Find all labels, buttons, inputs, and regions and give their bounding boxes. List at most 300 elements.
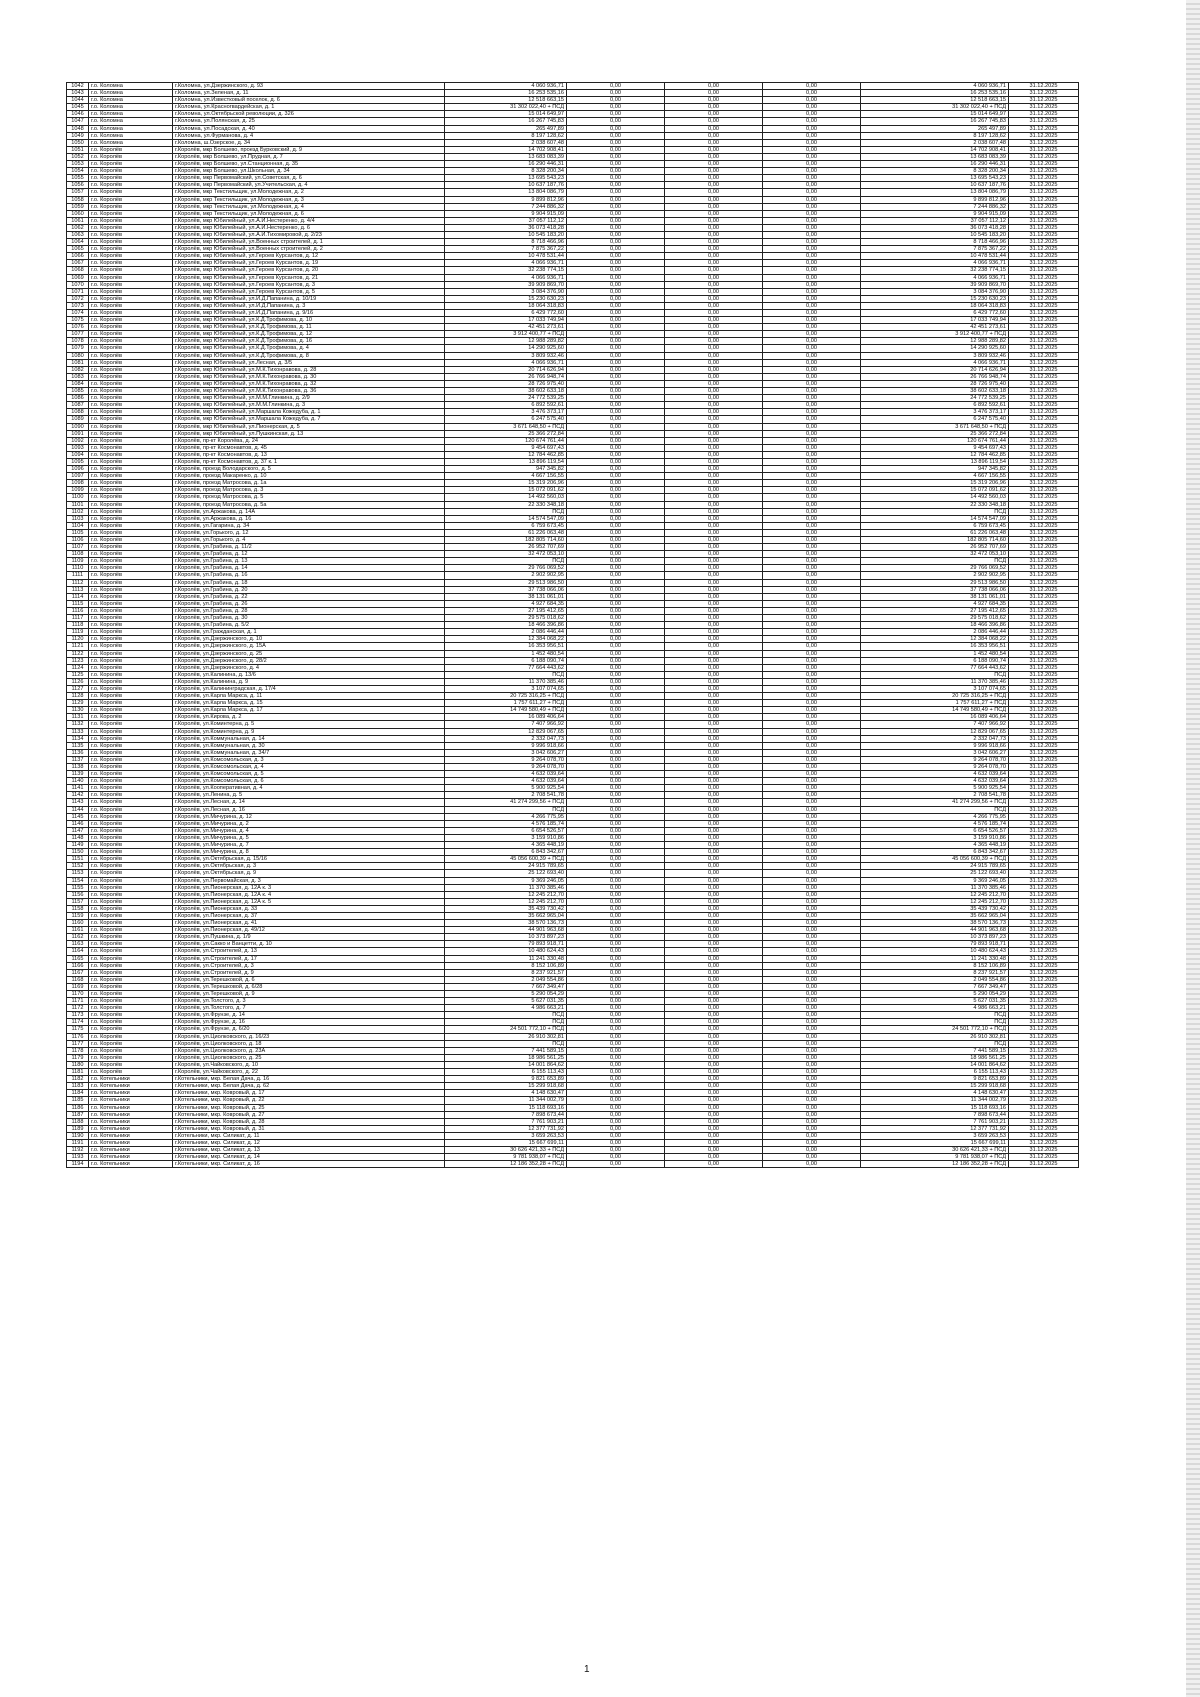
table-row <box>67 742 1079 749</box>
cell-municipality: г.о. Королёв <box>89 849 173 856</box>
cell-amount-col-2: 0,00 <box>665 941 763 948</box>
cell-total-cost: 61 226 063,48 <box>445 529 567 536</box>
cell-amount-total: 13 683 083,39 <box>861 153 1009 160</box>
cell-total-cost: 9 904 915,09 <box>445 210 567 217</box>
cell-amount-total: 10 373 897,23 <box>861 934 1009 941</box>
cell-row-number: 1070 <box>67 281 89 288</box>
cell-amount-col-2: 0,00 <box>665 927 763 934</box>
cell-address: г.Королёв, мкр Юбилейный, ул.К.Д.Трофимова, д. 8 <box>173 352 445 359</box>
cell-amount-col-1: 0,00 <box>567 721 665 728</box>
cell-address: г.Королёв, мкр Первомайский, ул.Учительская, д. 4 <box>173 182 445 189</box>
cell-address: г.Котельники, мкр. Ковровый, д. 17 <box>173 1090 445 1097</box>
cell-amount-col-3: 0,00 <box>763 409 861 416</box>
cell-deadline-date: 31.12.2025 <box>1009 359 1079 366</box>
cell-address: г.Королёв, ул.Пионерская, д. 12А к. 4 <box>173 891 445 898</box>
table-row <box>67 224 1079 231</box>
cell-municipality: г.о. Королёв <box>89 537 173 544</box>
cell-deadline-date: 31.12.2025 <box>1009 480 1079 487</box>
cell-total-cost: 32 238 774,15 <box>445 267 567 274</box>
table-row <box>67 338 1079 345</box>
cell-total-cost: 12 829 067,65 <box>445 728 567 735</box>
cell-amount-col-2: 0,00 <box>665 395 763 402</box>
cell-deadline-date: 31.12.2025 <box>1009 565 1079 572</box>
table-row <box>67 544 1079 551</box>
cell-amount-col-2: 0,00 <box>665 175 763 182</box>
cell-amount-total: 2 086 446,44 <box>861 629 1009 636</box>
cell-row-number: 1160 <box>67 920 89 927</box>
cell-row-number: 1142 <box>67 792 89 799</box>
cell-amount-total: ПСД <box>861 1040 1009 1047</box>
cell-amount-total: 14 702 908,41 <box>861 146 1009 153</box>
cell-amount-col-2: 0,00 <box>665 203 763 210</box>
cell-total-cost: 9 899 812,96 <box>445 196 567 203</box>
table-row <box>67 1090 1079 1097</box>
cell-row-number: 1111 <box>67 572 89 579</box>
cell-deadline-date: 31.12.2025 <box>1009 175 1079 182</box>
cell-address: г.Королёв, ул.Фрунзе, д. 14 <box>173 1012 445 1019</box>
cell-address: г.Королёв, ул.Дзержинского, д. 15А <box>173 643 445 650</box>
cell-amount-col-2: 0,00 <box>665 799 763 806</box>
cell-address: г.Королёв, мкр Юбилейный, ул.М.К.Тихонравова, д. 30 <box>173 373 445 380</box>
cell-row-number: 1107 <box>67 544 89 551</box>
cell-address: г.Королёв, ул.Комсомольская, д. 5 <box>173 771 445 778</box>
cell-address: г.Королёв, ул.Карла Маркса, д. 15 <box>173 700 445 707</box>
cell-row-number: 1044 <box>67 97 89 104</box>
cell-address: г.Котельники, мкр. Силикат, д. 16 <box>173 1161 445 1168</box>
cell-amount-col-1: 0,00 <box>567 359 665 366</box>
cell-amount-col-3: 0,00 <box>763 834 861 841</box>
cell-amount-col-3: 0,00 <box>763 338 861 345</box>
cell-amount-col-3: 0,00 <box>763 295 861 302</box>
cell-amount-col-2: 0,00 <box>665 771 763 778</box>
cell-amount-col-3: 0,00 <box>763 551 861 558</box>
cell-amount-col-1: 0,00 <box>567 444 665 451</box>
cell-address: г.Королёв, мкр Юбилейный, ул.И.Д.Папанина, д. 10/19 <box>173 295 445 302</box>
cell-amount-col-2: 0,00 <box>665 678 763 685</box>
cell-amount-col-2: 0,00 <box>665 1111 763 1118</box>
cell-address: г.Королёв, ул.Дзержинского, д. 10 <box>173 636 445 643</box>
cell-amount-col-1: 0,00 <box>567 1040 665 1047</box>
table-row <box>67 714 1079 721</box>
table-row <box>67 1019 1079 1026</box>
cell-amount-col-3: 0,00 <box>763 934 861 941</box>
cell-address: г.Королёв, ул.Мичурина, д. 4 <box>173 827 445 834</box>
cell-row-number: 1144 <box>67 806 89 813</box>
cell-address: г.Королёв, мкр Юбилейный, ул.Героев Курсантов, д. 5 <box>173 288 445 295</box>
cell-amount-col-1: 0,00 <box>567 785 665 792</box>
cell-address: г.Королёв, ул.Сакко и Ванцетти, д. 10 <box>173 941 445 948</box>
cell-deadline-date: 31.12.2025 <box>1009 253 1079 260</box>
cell-address: г.Королёв, ул.Фрунзе, д. 16 <box>173 1019 445 1026</box>
cell-row-number: 1150 <box>67 849 89 856</box>
cell-total-cost: 18 064 318,83 <box>445 302 567 309</box>
cell-amount-col-1: 0,00 <box>567 153 665 160</box>
cell-row-number: 1084 <box>67 380 89 387</box>
cell-deadline-date: 31.12.2025 <box>1009 132 1079 139</box>
cell-deadline-date: 31.12.2025 <box>1009 231 1079 238</box>
cell-amount-col-3: 0,00 <box>763 118 861 125</box>
table-row <box>67 941 1079 948</box>
cell-address: г.Королёв, ул.Мичурина, д. 12 <box>173 813 445 820</box>
cell-amount-total: ПСД <box>861 508 1009 515</box>
cell-amount-col-3: 0,00 <box>763 302 861 309</box>
cell-amount-col-1: 0,00 <box>567 1104 665 1111</box>
cell-amount-col-2: 0,00 <box>665 742 763 749</box>
cell-total-cost: 4 986 663,21 <box>445 1005 567 1012</box>
cell-amount-total: 8 237 921,57 <box>861 969 1009 976</box>
cell-municipality: г.о. Коломна <box>89 125 173 132</box>
cell-amount-col-2: 0,00 <box>665 402 763 409</box>
cell-amount-col-3: 0,00 <box>763 778 861 785</box>
cell-row-number: 1171 <box>67 998 89 1005</box>
cell-deadline-date: 31.12.2025 <box>1009 955 1079 962</box>
cell-row-number: 1176 <box>67 1033 89 1040</box>
cell-address: г.Королёв, ул.Грабина, д. 14 <box>173 565 445 572</box>
cell-amount-col-3: 0,00 <box>763 856 861 863</box>
cell-total-cost: 77 664 443,62 <box>445 664 567 671</box>
cell-amount-col-3: 0,00 <box>763 707 861 714</box>
cell-amount-col-2: 0,00 <box>665 380 763 387</box>
cell-address: г.Королёв, ул.Чайковского, д. 10 <box>173 1061 445 1068</box>
cell-amount-total: 8 718 466,96 <box>861 239 1009 246</box>
cell-amount-col-1: 0,00 <box>567 537 665 544</box>
cell-municipality: г.о. Королёв <box>89 302 173 309</box>
cell-amount-col-3: 0,00 <box>763 380 861 387</box>
table-row <box>67 579 1079 586</box>
cell-amount-col-2: 0,00 <box>665 104 763 111</box>
table-row <box>67 1033 1079 1040</box>
cell-amount-col-2: 0,00 <box>665 359 763 366</box>
cell-amount-col-3: 0,00 <box>763 1005 861 1012</box>
cell-amount-total: 3 809 932,46 <box>861 352 1009 359</box>
cell-amount-col-1: 0,00 <box>567 1012 665 1019</box>
cell-amount-col-3: 0,00 <box>763 423 861 430</box>
cell-amount-col-2: 0,00 <box>665 834 763 841</box>
cell-amount-col-2: 0,00 <box>665 905 763 912</box>
cell-total-cost: 2 038 607,48 <box>445 139 567 146</box>
cell-deadline-date: 31.12.2025 <box>1009 416 1079 423</box>
cell-municipality: г.о. Котельники <box>89 1076 173 1083</box>
cell-amount-col-1: 0,00 <box>567 338 665 345</box>
cell-amount-total: 182 805 714,60 <box>861 537 1009 544</box>
cell-amount-col-2: 0,00 <box>665 430 763 437</box>
cell-row-number: 1118 <box>67 622 89 629</box>
cell-row-number: 1178 <box>67 1047 89 1054</box>
cell-deadline-date: 31.12.2025 <box>1009 310 1079 317</box>
cell-municipality: г.о. Королёв <box>89 742 173 749</box>
cell-amount-col-3: 0,00 <box>763 593 861 600</box>
cell-amount-col-1: 0,00 <box>567 125 665 132</box>
table-row <box>67 366 1079 373</box>
cell-deadline-date: 31.12.2025 <box>1009 146 1079 153</box>
cell-total-cost: 28 726 975,40 <box>445 380 567 387</box>
table-row <box>67 380 1079 387</box>
cell-amount-col-1: 0,00 <box>567 324 665 331</box>
cell-row-number: 1092 <box>67 437 89 444</box>
cell-amount-col-2: 0,00 <box>665 1147 763 1154</box>
cell-row-number: 1096 <box>67 466 89 473</box>
table-row <box>67 423 1079 430</box>
register-table-container <box>66 82 1078 1168</box>
cell-amount-col-2: 0,00 <box>665 83 763 90</box>
cell-address: г.Королёв, ул.Дзержинского, д. 28/2 <box>173 657 445 664</box>
cell-amount-col-3: 0,00 <box>763 991 861 998</box>
cell-deadline-date: 31.12.2025 <box>1009 1040 1079 1047</box>
cell-deadline-date: 31.12.2025 <box>1009 515 1079 522</box>
table-row <box>67 991 1079 998</box>
cell-row-number: 1086 <box>67 395 89 402</box>
cell-row-number: 1106 <box>67 537 89 544</box>
cell-amount-col-3: 0,00 <box>763 749 861 756</box>
cell-address: г.Королёв, ул.Калинина, д. 13/6 <box>173 671 445 678</box>
cell-row-number: 1188 <box>67 1118 89 1125</box>
cell-address: г.Королёв, ул.Терешковой, д. 6/28 <box>173 983 445 990</box>
cell-deadline-date: 31.12.2025 <box>1009 1132 1079 1139</box>
cell-municipality: г.о. Королёв <box>89 643 173 650</box>
cell-total-cost: 4 632 039,64 <box>445 771 567 778</box>
cell-amount-total: 14 492 560,03 <box>861 494 1009 501</box>
cell-amount-col-3: 0,00 <box>763 905 861 912</box>
cell-amount-total: 44 901 963,68 <box>861 927 1009 934</box>
cell-amount-col-1: 0,00 <box>567 842 665 849</box>
cell-total-cost: 11 344 002,79 <box>445 1097 567 1104</box>
cell-amount-col-3: 0,00 <box>763 1019 861 1026</box>
cell-total-cost: 2 086 446,44 <box>445 629 567 636</box>
cell-row-number: 1134 <box>67 735 89 742</box>
cell-municipality: г.о. Королёв <box>89 522 173 529</box>
cell-amount-col-1: 0,00 <box>567 792 665 799</box>
cell-row-number: 1149 <box>67 842 89 849</box>
cell-amount-col-2: 0,00 <box>665 1040 763 1047</box>
cell-total-cost: 16 353 956,51 <box>445 643 567 650</box>
cell-amount-col-2: 0,00 <box>665 515 763 522</box>
cell-deadline-date: 31.12.2025 <box>1009 317 1079 324</box>
cell-deadline-date: 31.12.2025 <box>1009 927 1079 934</box>
table-row <box>67 487 1079 494</box>
cell-address: г.Королёв, мкр Текстильщик, ул.Молодежная, д. 6 <box>173 210 445 217</box>
cell-total-cost: 38 570 136,73 <box>445 920 567 927</box>
cell-amount-col-1: 0,00 <box>567 586 665 593</box>
cell-amount-total: 3 659 263,53 <box>861 1132 1009 1139</box>
cell-amount-col-3: 0,00 <box>763 1154 861 1161</box>
cell-amount-col-2: 0,00 <box>665 224 763 231</box>
cell-amount-col-2: 0,00 <box>665 1005 763 1012</box>
cell-total-cost: 9 264 078,70 <box>445 764 567 771</box>
table-row <box>67 466 1079 473</box>
cell-total-cost: 26 952 707,69 <box>445 544 567 551</box>
cell-row-number: 1113 <box>67 586 89 593</box>
cell-municipality: г.о. Королёв <box>89 884 173 891</box>
cell-amount-col-1: 0,00 <box>567 494 665 501</box>
cell-address: г.Котельники, мкр. Ковровый, д. 22 <box>173 1097 445 1104</box>
cell-row-number: 1169 <box>67 983 89 990</box>
cell-address: г.Королёв, пр-кт Космонавтов, д. 37 к. 1 <box>173 458 445 465</box>
table-row <box>67 217 1079 224</box>
cell-address: г.Коломна, ул.Октябрьской революции, д. 326 <box>173 111 445 118</box>
cell-amount-col-1: 0,00 <box>567 898 665 905</box>
cell-total-cost: 3 107 074,65 <box>445 685 567 692</box>
cell-address: г.Королёв, ул.Комсомольская, д. 3 <box>173 756 445 763</box>
cell-row-number: 1048 <box>67 125 89 132</box>
cell-total-cost: 15 299 918,68 <box>445 1083 567 1090</box>
cell-amount-col-1: 0,00 <box>567 161 665 168</box>
cell-row-number: 1138 <box>67 764 89 771</box>
cell-amount-col-1: 0,00 <box>567 281 665 288</box>
cell-amount-col-2: 0,00 <box>665 1054 763 1061</box>
cell-deadline-date: 31.12.2025 <box>1009 437 1079 444</box>
cell-row-number: 1175 <box>67 1026 89 1033</box>
cell-total-cost: 17 033 749,94 <box>445 317 567 324</box>
cell-amount-col-3: 0,00 <box>763 1061 861 1068</box>
cell-amount-col-3: 0,00 <box>763 104 861 111</box>
cell-deadline-date: 31.12.2025 <box>1009 905 1079 912</box>
cell-amount-total: 4 365 448,19 <box>861 842 1009 849</box>
cell-municipality: г.о. Королёв <box>89 728 173 735</box>
cell-amount-col-2: 0,00 <box>665 586 763 593</box>
cell-deadline-date: 31.12.2025 <box>1009 813 1079 820</box>
table-row <box>67 146 1079 153</box>
cell-amount-col-1: 0,00 <box>567 196 665 203</box>
cell-row-number: 1133 <box>67 728 89 735</box>
cell-deadline-date: 31.12.2025 <box>1009 756 1079 763</box>
cell-amount-col-2: 0,00 <box>665 508 763 515</box>
table-row <box>67 551 1079 558</box>
cell-municipality: г.о. Королёв <box>89 771 173 778</box>
cell-address: г.Королёв, мкр Юбилейный, ул.М.М.Глинкина, д. 3 <box>173 402 445 409</box>
cell-deadline-date: 31.12.2025 <box>1009 558 1079 565</box>
cell-total-cost: 7 875 367,22 <box>445 246 567 253</box>
cell-amount-col-3: 0,00 <box>763 842 861 849</box>
cell-address: г.Королёв, ул.Октябрьская, д. 15/16 <box>173 856 445 863</box>
table-row <box>67 529 1079 536</box>
cell-amount-col-2: 0,00 <box>665 153 763 160</box>
cell-address: г.Котельники, мкр. Силикат, д. 13 <box>173 1147 445 1154</box>
cell-municipality: г.о. Королёв <box>89 891 173 898</box>
cell-row-number: 1184 <box>67 1090 89 1097</box>
cell-amount-col-1: 0,00 <box>567 629 665 636</box>
cell-deadline-date: 31.12.2025 <box>1009 856 1079 863</box>
cell-amount-total: 12 245 212,70 <box>861 898 1009 905</box>
table-row <box>67 863 1079 870</box>
cell-row-number: 1088 <box>67 409 89 416</box>
cell-address: г.Королёв, мкр Болшево, ул.Станционная, д. 35 <box>173 161 445 168</box>
cell-address: г.Королёв, ул.Карла Маркса, д. 11 <box>173 693 445 700</box>
cell-row-number: 1098 <box>67 480 89 487</box>
cell-deadline-date: 31.12.2025 <box>1009 366 1079 373</box>
cell-amount-col-3: 0,00 <box>763 508 861 515</box>
cell-amount-col-3: 0,00 <box>763 941 861 948</box>
cell-address: г.Королёв, ул.Мичурина, д. 2 <box>173 820 445 827</box>
cell-municipality: г.о. Королёв <box>89 395 173 402</box>
cell-deadline-date: 31.12.2025 <box>1009 380 1079 387</box>
cell-municipality: г.о. Королёв <box>89 1019 173 1026</box>
cell-amount-total: 1 452 480,54 <box>861 650 1009 657</box>
cell-municipality: г.о. Королёв <box>89 721 173 728</box>
cell-municipality: г.о. Королёв <box>89 820 173 827</box>
cell-amount-col-2: 0,00 <box>665 962 763 969</box>
cell-amount-col-3: 0,00 <box>763 1083 861 1090</box>
cell-amount-total: 9 264 078,70 <box>861 756 1009 763</box>
table-row <box>67 1061 1079 1068</box>
cell-amount-col-1: 0,00 <box>567 920 665 927</box>
cell-total-cost: 14 749 580,49 + ПСД <box>445 707 567 714</box>
cell-total-cost: 36 073 418,28 <box>445 224 567 231</box>
cell-amount-col-1: 0,00 <box>567 423 665 430</box>
cell-amount-col-1: 0,00 <box>567 622 665 629</box>
cell-amount-col-1: 0,00 <box>567 522 665 529</box>
cell-municipality: г.о. Котельники <box>89 1083 173 1090</box>
cell-amount-col-3: 0,00 <box>763 224 861 231</box>
cell-address: г.Королёв, проезд Володарского, д. 5 <box>173 466 445 473</box>
cell-row-number: 1093 <box>67 444 89 451</box>
cell-total-cost: 79 893 918,71 <box>445 941 567 948</box>
cell-amount-col-1: 0,00 <box>567 827 665 834</box>
cell-amount-col-3: 0,00 <box>763 1012 861 1019</box>
cell-amount-col-1: 0,00 <box>567 437 665 444</box>
cell-row-number: 1187 <box>67 1111 89 1118</box>
cell-municipality: г.о. Королёв <box>89 175 173 182</box>
table-row <box>67 593 1079 600</box>
cell-amount-col-3: 0,00 <box>763 785 861 792</box>
cell-address: г.Королёв, мкр Юбилейный, ул.К.Д.Трофимова, д. 11 <box>173 324 445 331</box>
table-row <box>67 161 1079 168</box>
cell-row-number: 1116 <box>67 607 89 614</box>
cell-total-cost: 10 478 531,44 <box>445 253 567 260</box>
cell-amount-col-3: 0,00 <box>763 83 861 90</box>
cell-amount-col-1: 0,00 <box>567 260 665 267</box>
cell-address: г.Королёв, ул.Толстого, д. 7 <box>173 1005 445 1012</box>
cell-amount-col-3: 0,00 <box>763 657 861 664</box>
cell-amount-col-2: 0,00 <box>665 849 763 856</box>
cell-amount-col-1: 0,00 <box>567 90 665 97</box>
cell-amount-total: ПСД <box>861 1019 1009 1026</box>
cell-amount-total: 12 186 352,28 + ПСД <box>861 1161 1009 1168</box>
cell-total-cost: 3 912 400,77 + ПСД <box>445 331 567 338</box>
cell-municipality: г.о. Королёв <box>89 749 173 756</box>
cell-amount-col-3: 0,00 <box>763 678 861 685</box>
cell-municipality: г.о. Королёв <box>89 877 173 884</box>
register-table <box>66 82 1079 1168</box>
cell-amount-col-3: 0,00 <box>763 1040 861 1047</box>
cell-deadline-date: 31.12.2025 <box>1009 345 1079 352</box>
cell-amount-total: 41 274 299,56 + ПСД <box>861 799 1009 806</box>
cell-amount-col-1: 0,00 <box>567 778 665 785</box>
table-row <box>67 310 1079 317</box>
cell-amount-total: 61 226 063,48 <box>861 529 1009 536</box>
cell-amount-col-2: 0,00 <box>665 700 763 707</box>
cell-amount-col-1: 0,00 <box>567 636 665 643</box>
cell-address: г.Королёв, мкр Юбилейный, ул.М.К.Тихонравова, д. 36 <box>173 388 445 395</box>
cell-total-cost: 15 667 699,11 <box>445 1139 567 1146</box>
cell-row-number: 1161 <box>67 927 89 934</box>
cell-address: г.Королёв, ул.Грабина, д. 26 <box>173 600 445 607</box>
cell-row-number: 1094 <box>67 451 89 458</box>
cell-address: г.Королёв, ул.Пионерская, д. 49/12 <box>173 927 445 934</box>
cell-amount-total: 9 369 246,05 <box>861 877 1009 884</box>
cell-amount-col-3: 0,00 <box>763 146 861 153</box>
cell-address: г.Королёв, мкр Юбилейный, ул.А.И.Нестеренко, д. 6 <box>173 224 445 231</box>
cell-address: г.Королёв, ул.Терешковой, д. 9 <box>173 991 445 998</box>
table-row <box>67 458 1079 465</box>
table-row <box>67 664 1079 671</box>
cell-amount-col-2: 0,00 <box>665 607 763 614</box>
cell-amount-col-2: 0,00 <box>665 274 763 281</box>
cell-row-number: 1152 <box>67 863 89 870</box>
cell-municipality: г.о. Королёв <box>89 785 173 792</box>
cell-total-cost: 13 804 086,79 <box>445 189 567 196</box>
cell-deadline-date: 31.12.2025 <box>1009 877 1079 884</box>
cell-amount-col-3: 0,00 <box>763 267 861 274</box>
